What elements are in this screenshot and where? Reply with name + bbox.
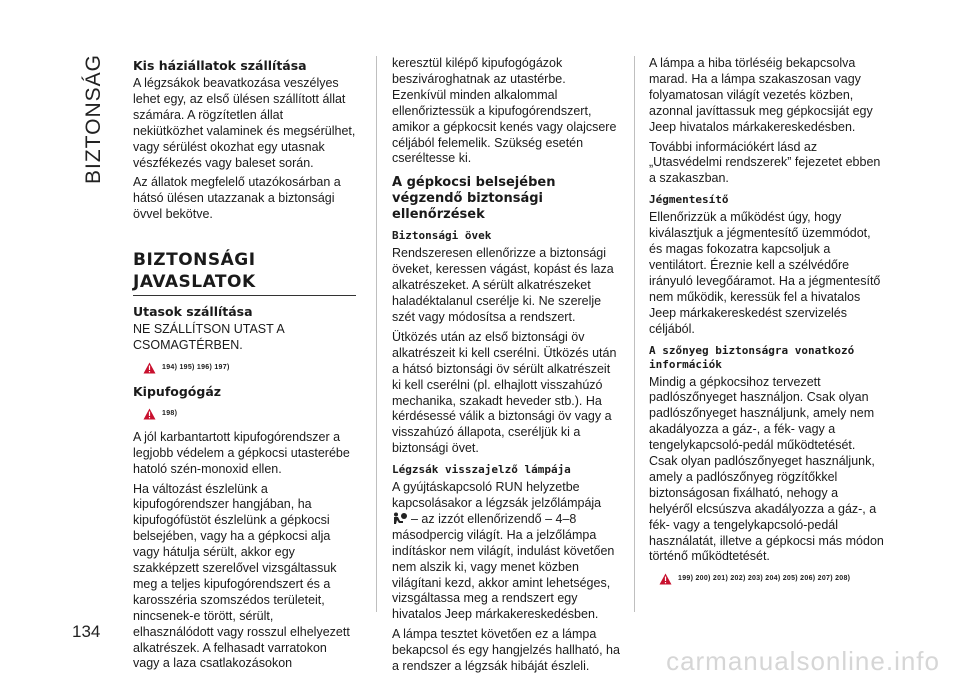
heading-exhaust: Kipufogógáz (133, 383, 222, 399)
paragraph-floor-mat: Mindig a gépkocsihoz tervezett padlószőnyeget használjon. Csak olyan padlószőnyeget használjunk, amely nem akadályozza a gáz-, a fék- vagy a tengelykapcsoló-pedál működtetését. Csak olyan padlószőnyeget használjunk, amely a padlószőnyeg rögzítőkkel biztonságosan fixálható, nehogy a helyéről elcsúszva akadályozza a gáz-, a fék- vagy a tengelykapcsoló-pedál használatát, illetve a gépkocsi más módon történő működtetését. (649, 374, 884, 564)
warning-references: 199) 200) 201) 202) 203) 204) 205) 206) 207) 208) (678, 575, 851, 583)
heading-defroster: Jégmentesítő (649, 193, 729, 207)
paragraph-transport: NE SZÁLLÍTSON UTAST A CSOMAGTÉRBEN. (133, 322, 284, 353)
column-separator (376, 56, 377, 612)
section-heading: BIZTONSÁGI JAVASLATOK (133, 249, 356, 296)
heading-airbag-lamp: Légzsák visszajelző lámpája (392, 463, 571, 477)
warning-triangle-icon (659, 573, 672, 585)
column-2 (392, 56, 620, 679)
paragraph-exhaust-2: Ha változást észlelünk a kipufogórendszer hangjában, ha kipufogófüstöt észlelünk a gépkocsi belsejében, vagy ha a gépkocsi alja vagy hátulja sérült, akkor egy szakképzett szerelővel vizsgáltassuk meg a teljes kipufogórendszert és a karosszéria szomszédos területeit, nincsenek-e törött, sérült, elhasználódott vagy rosszul elhelyezett alkatrészek. A felhasadt varratokon vagy a laza csatlakozásokon (133, 481, 350, 671)
section-side-title: BIZTONSÁG (82, 54, 105, 184)
warning-refs-3 (659, 571, 885, 587)
warning-references: 194) 195) 196) 197) (162, 363, 230, 371)
warning-refs-2 (143, 406, 356, 422)
paragraph-animals-1: A légzsákok beavatkozása veszélyes lehet egy, az első ülésen szállított állat számára. A rögzítetlen állat nekiütközhet valaminek és megsérülhet, vagy sérülést okozhat egy utasnak vészfékezés vagy baleset során. (133, 76, 356, 170)
paragraph-belts-1: Rendszeresen ellenőrizze a biztonsági öveket, keressen vágást, kopást és laza alkatrészeket. A sérült alkatrészeket haladéktalanul cserélje ki. Ne szerelje szét vagy módosítsa a rendszert. (392, 246, 614, 324)
paragraph-exhaust-continued: keresztül kilépő kipufogógázok beszivároghatnak az utastérbe. Ezenkívül minden alkalommal ellenőriztessük a kipufogórendszert, amikor a gépkocsit kenés vagy olajcsere céljából felemelik. Szükség esetén cseréltesse ki. (392, 56, 617, 166)
heading-animals: Kis háziállatok szállítása (133, 58, 307, 73)
column-1 (133, 56, 356, 676)
warning-refs-1 (143, 360, 356, 376)
paragraph-more-info: További információkért lásd az „Utasvédelmi rendszerek” fejezetet ebben a szakaszban. (649, 139, 881, 186)
paragraph-defroster: Ellenőrizzük a működést úgy, hogy kiválasztjuk a jégmentesítő üzemmódot, és magas fokozatra kapcsoljuk a ventilátort. Éreznie kell a szélvédőre irányuló levegőáramot. Ha a jégmentesítő nem működik, keressük fel a hivatalos Jeep márkakereskedést szervizelés céljából. (649, 210, 881, 336)
warning-references: 198) (162, 409, 178, 417)
paragraph-belts-2: Ütközés után az első biztonsági öv alkatrészeit ki kell cserélni. Ütközés után a hátsó biztonsági öv sérült alkatrészeit ki kell cserélni (pl. elhajlott visszahúzó mechanika, szakadt heveder stb.). Ha kérdésessé válik a biztonsági öv vagy a visszahúzó állapota, cseréljük ki a biztonsági övet. (392, 329, 617, 456)
paragraph-animals-2: Az állatok megfelelő utazókosárban a hátsó ülésen utazzanak a biztonsági övvel bekötve. (133, 175, 341, 222)
watermark-text: carmanualsonline.info (666, 646, 940, 676)
page-number: 134 (72, 622, 101, 641)
column-3 (649, 56, 885, 595)
paragraph-lamp-2: – az izzót ellenőrizendő – 4–8 másodpercig világít. Ha a jelzőlámpa indításkor nem világít, indulást követően nem alszik ki, vagy menet közben világítani kezd, akkor amint lehetséges, vizsgáltassa meg a rendszert egy hivatalos Jeep márkakereskedésben. (392, 511, 615, 622)
airbag-warning-lamp-icon (392, 512, 408, 525)
heading-transport: Utasok szállítása (133, 304, 253, 320)
paragraph-lamp-3: A lámpa tesztet követően ez a lámpa bekapcsol és egy hangjelzés hallható, ha a rendszer a légzsák hibáját észleli. (392, 627, 620, 674)
paragraph-exhaust-1: A jól karbantartott kipufogórendszer a legjobb védelem a gépkocsi utasterébe hatoló szén-monoxid ellen. (133, 429, 350, 476)
warning-triangle-icon (143, 408, 156, 420)
warning-triangle-icon (143, 362, 156, 374)
paragraph-lamp-1: A gyújtáskapcsoló RUN helyzetbe kapcsolásakor a légzsák jelzőlámpája (392, 480, 602, 511)
heading-floor-mat: A szőnyeg biztonságra vonatkozó információk (649, 343, 855, 371)
heading-seat-belts: Biztonsági övek (392, 229, 492, 243)
paragraph-lamp-continued: A lámpa a hiba törléséig bekapcsolva marad. Ha a lámpa szakaszosan vagy folyamatosan világít vezetés közben, azonnal javíttassuk meg gépkocsiját egy Jeep hivatalos márkakereskedésben. (649, 56, 873, 134)
heading-interior-checks: A gépkocsi belsejében végzendő biztonsági ellenőrzések (392, 175, 556, 223)
column-separator (634, 56, 635, 612)
